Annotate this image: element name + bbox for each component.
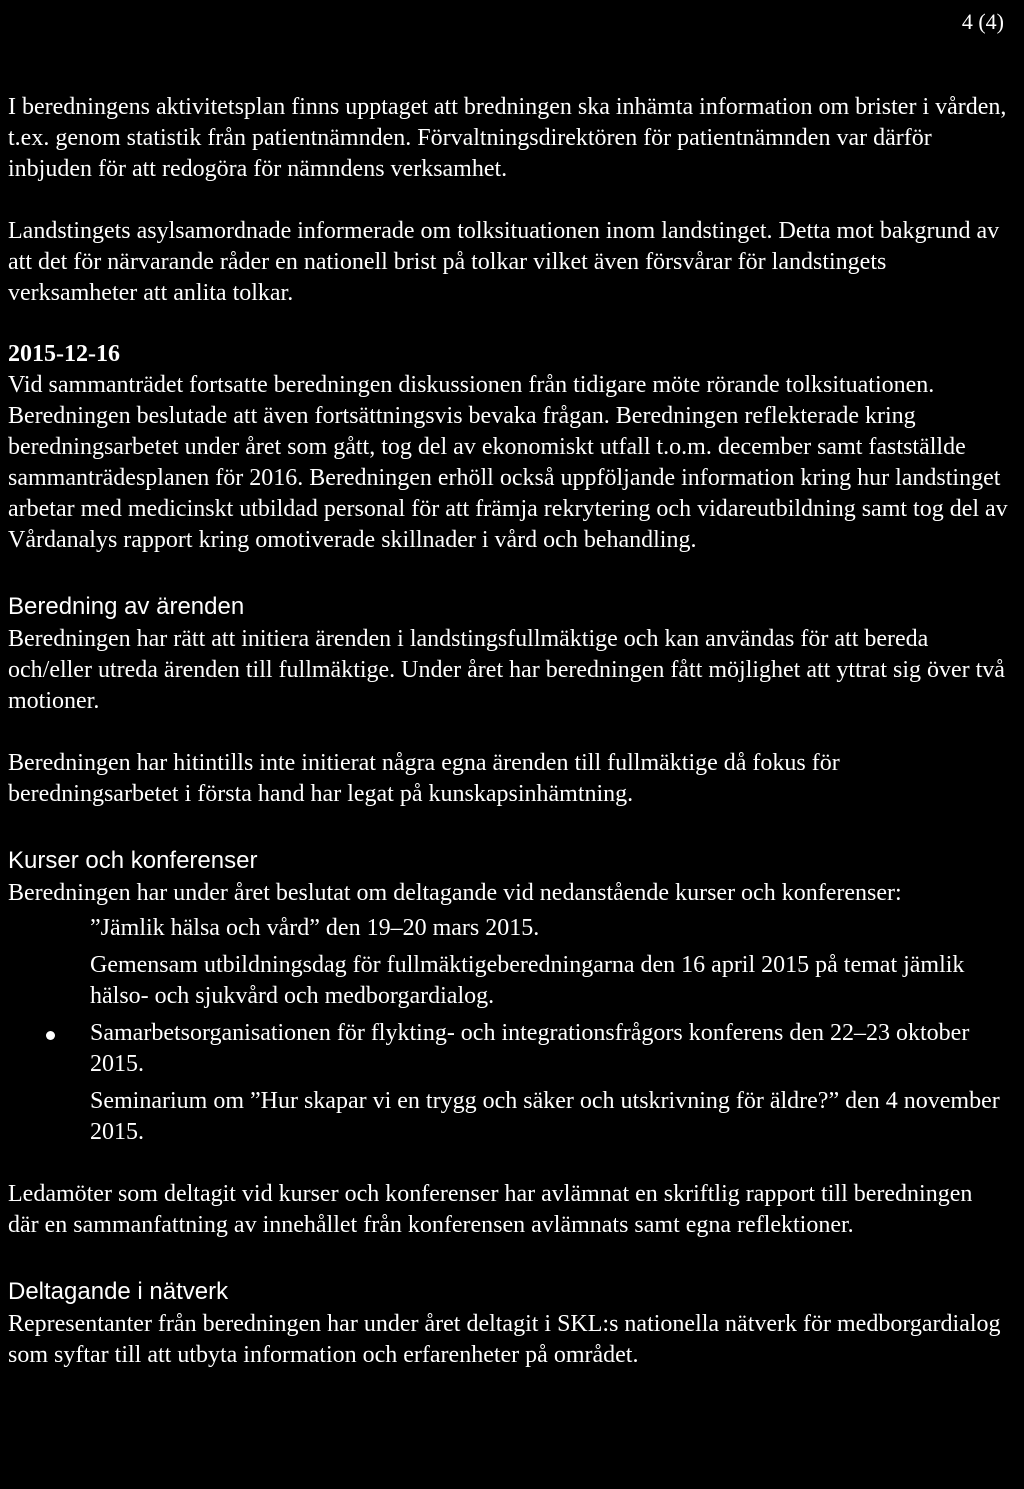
conference-list — [8, 913, 1008, 1148]
section-heading-kurser: Kurser och konferenser — [8, 847, 258, 874]
list-item-text: Gemensam utbildningsdag för fullmäktigeberedningarna den 16 april 2015 på temat jämlik hälso- och sjukvård och medborgardialog. — [90, 952, 965, 1009]
arenden-paragraph-2: Beredningen har hitintills inte initierat några egna ärenden till fullmäktige då fokus för beredningsarbetet i första hand har legat på kunskapsinhämtning. — [8, 750, 840, 807]
section-heading-natverk: Deltagande i nätverk — [8, 1278, 229, 1305]
natverk-paragraph: Representanter från beredningen har under året deltagit i SKL:s nationella nätverk för medborgardialog som syftar till att utbyta information och erfarenheter på området. — [8, 1311, 1001, 1368]
list-item — [90, 1018, 1008, 1080]
meeting-paragraph: Vid sammanträdet fortsatte beredningen diskussionen från tidigare möte rörande tolksituationen. Beredningen beslutade att även fortsättningsvis bevaka frågan. Beredningen reflekterade kring beredningsarbetet under året som gått, tog del av ekonomiskt utfall t.o.m. december samt fastställde sammanträdesplanen för 2016. Beredningen erhöll också uppföljande information kring hur landstinget arbetar med medicinskt utbildad personal för att främja rekrytering och vidareutbildning samt tog del av Vårdanalys rapport kring omotiverade skillnader i vård och behandling. — [8, 372, 1008, 553]
list-item-text: Seminarium om ”Hur skapar vi en trygg och säker och utskrivning för äldre?” den 4 november 2015. — [90, 1088, 1000, 1145]
list-item — [90, 913, 1008, 944]
kurser-intro: Beredningen har under året beslutat om deltagande vid nedanstående kurser och konferenser: — [8, 880, 902, 906]
page-number: 4 (4) — [961, 9, 1004, 34]
list-item — [90, 1086, 1008, 1148]
paragraph-tolksituation: Landstingets asylsamordnade informerade om tolksituationen inom landstinget. Detta mot bakgrund av att det för närvarande råder en nationell brist på tolkar vilket även försvårar för landstingets verksamheter att anlita tolkar. — [8, 218, 1000, 306]
meeting-date-heading: 2015-12-16 — [8, 341, 120, 367]
paragraph-patientnamnden: I beredningens aktivitetsplan finns upptaget att bredningen ska inhämta information om brister i vården, t.ex. genom statistik från patientnämnden. Förvaltningsdirektören för patientnämnden var därför inbjuden för att redogöra för nämndens verksamhet. — [8, 94, 1007, 182]
list-item-text: Samarbetsorganisationen för flykting- och integrationsfrågors konferens den 22–23 oktober 2015. — [90, 1020, 970, 1077]
document-body — [8, 92, 1008, 1371]
section-heading-arenden: Beredning av ärenden — [8, 593, 245, 620]
arenden-paragraph-1: Beredningen har rätt att initiera ärenden i landstingsfullmäktige och kan användas för att bereda och/eller utreda ärenden till fullmäktige. Under året har beredningen fått möjlighet att yttrat sig över två motioner. — [8, 626, 1005, 714]
bullet-icon — [46, 1031, 55, 1040]
list-item-text: ”Jämlik hälsa och vård” den 19–20 mars 2015. — [90, 915, 540, 941]
list-item — [90, 950, 1008, 1012]
kurser-closing-paragraph: Ledamöter som deltagit vid kurser och konferenser har avlämnat en skriftlig rapport till beredningen där en sammanfattning av innehållet från konferensen avlämnats samt egna reflektioner. — [8, 1181, 973, 1238]
